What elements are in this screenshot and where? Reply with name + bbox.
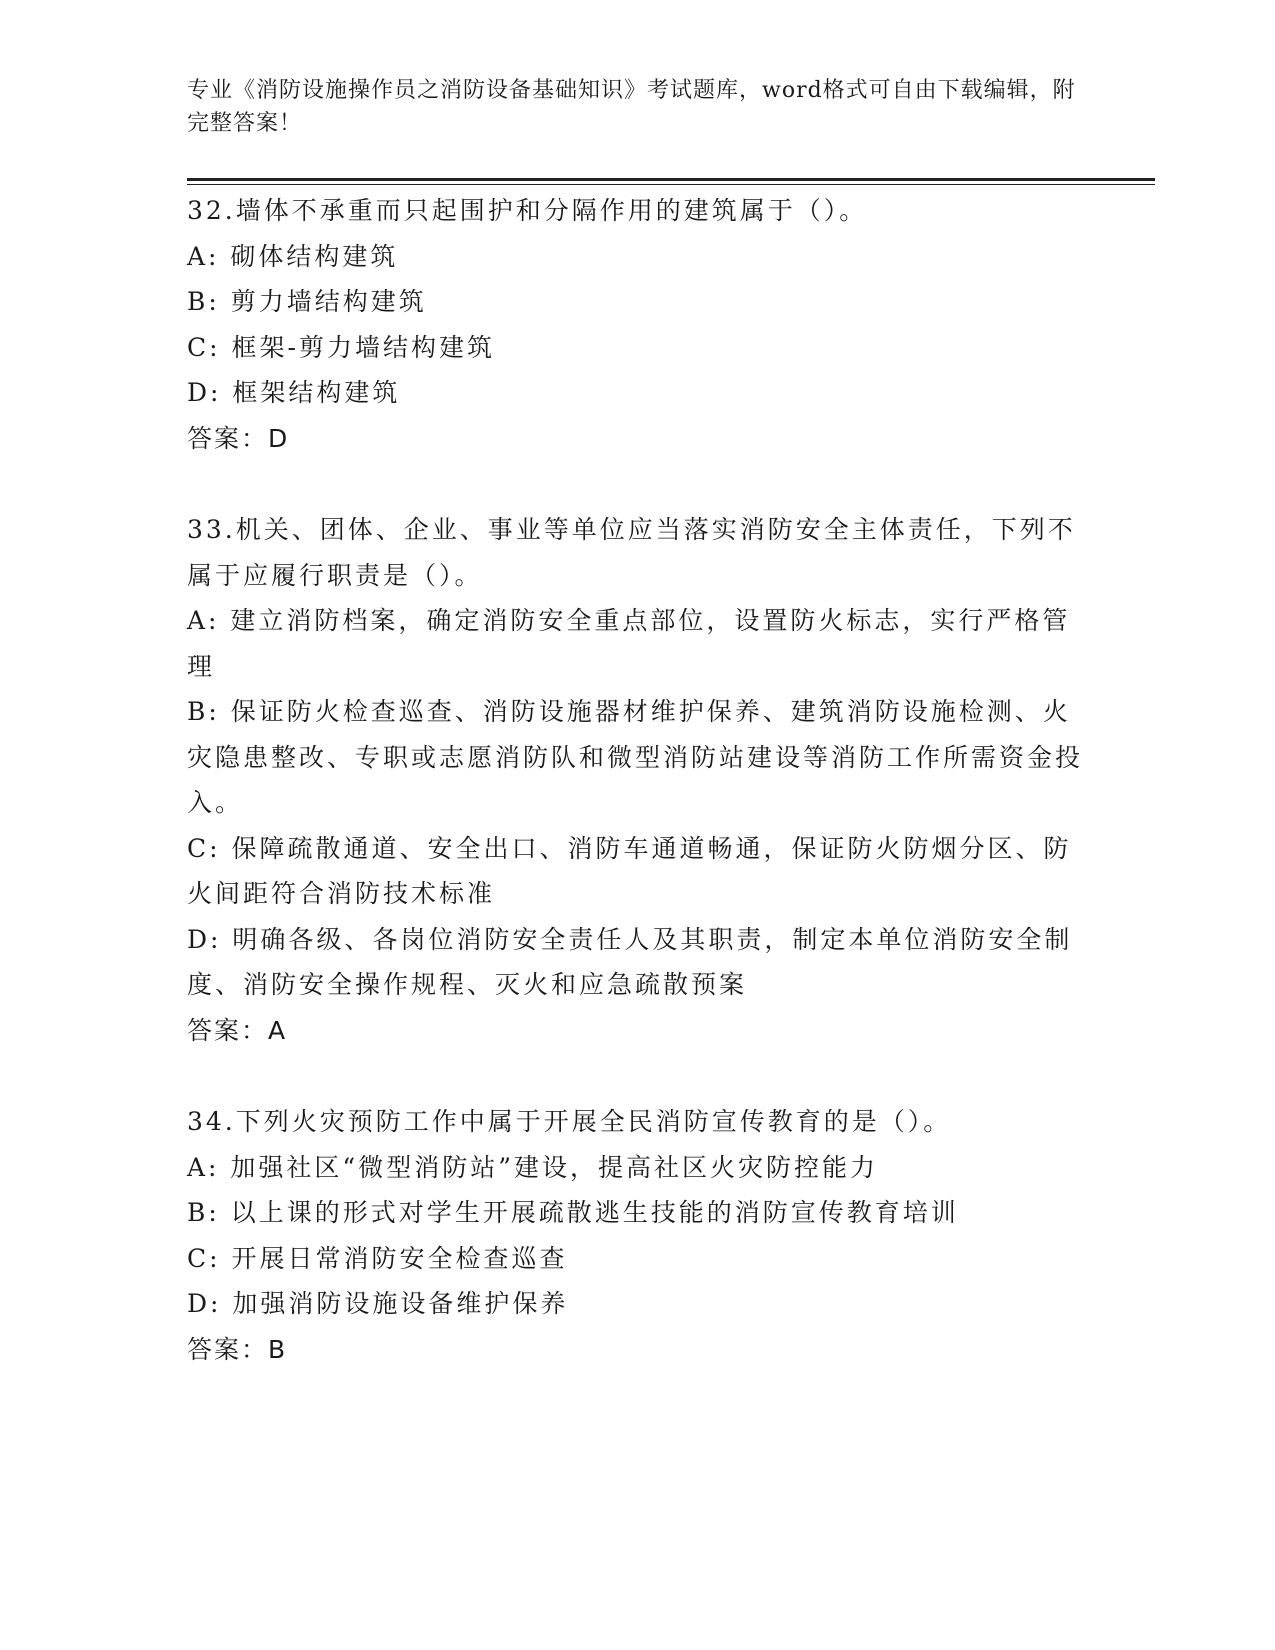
answer-label: 答案：B [187,1334,288,1364]
option-a: A: 建立消防档案，确定消防安全重点部位，设置防火标志，实行严格管理 [187,606,1071,681]
question-stem: 32.墙体不承重而只起围护和分隔作用的建筑属于（）。 [187,196,868,225]
question-33 [187,507,1087,1053]
option-a: A: 砌体结构建筑 [187,241,399,271]
option-d: D: 加强消防设施设备维护保养 [187,1289,569,1318]
question-34 [187,1099,1087,1372]
header-rule-thick [187,178,1155,181]
option-b: B: 以上课的形式对学生开展疏散逃生技能的消防宣传教育培训 [187,1198,959,1227]
option-b: B: 剪力墙结构建筑 [187,287,427,316]
question-stem: 34.下列火灾预防工作中属于开展全民消防宣传教育的是（）。 [187,1107,952,1136]
question-stem: 33.机关、团体、企业、事业等单位应当落实消防安全主体责任，下列不属于应履行职责是（）。 [187,515,1076,590]
option-d: D: 明确各级、各岗位消防安全责任人及其职责，制定本单位消防安全制度、消防安全操作规程、灭火和应急疏散预案 [187,924,1073,999]
header-rule-thin [187,184,1155,185]
option-c: C: 框架-剪力墙结构建筑 [187,332,495,362]
question-32 [187,188,1087,461]
question-list [187,188,1087,1418]
answer-label: 答案：A [187,1015,288,1045]
option-c: C: 保障疏散通道、安全出口、消防车通道畅通，保证防火防烟分区、防火间距符合消防技术标准 [187,833,1072,908]
option-a: A: 加强社区“微型消防站”建设，提高社区火灾防控能力 [187,1152,878,1182]
answer-label: 答案：D [187,423,290,453]
document-header: 专业《消防设施操作员之消防设备基础知识》考试题库，word格式可自由下载编辑，附完整答案！ [187,78,1076,136]
option-b: B: 保证防火检查巡查、消防设施器材维护保养、建筑消防设施检测、火灾隐患整改、专职或志愿消防队和微型消防站建设等消防工作所需资金投入。 [187,697,1084,817]
option-c: C: 开展日常消防安全检查巡查 [187,1243,568,1273]
option-d: D: 框架结构建筑 [187,378,401,407]
